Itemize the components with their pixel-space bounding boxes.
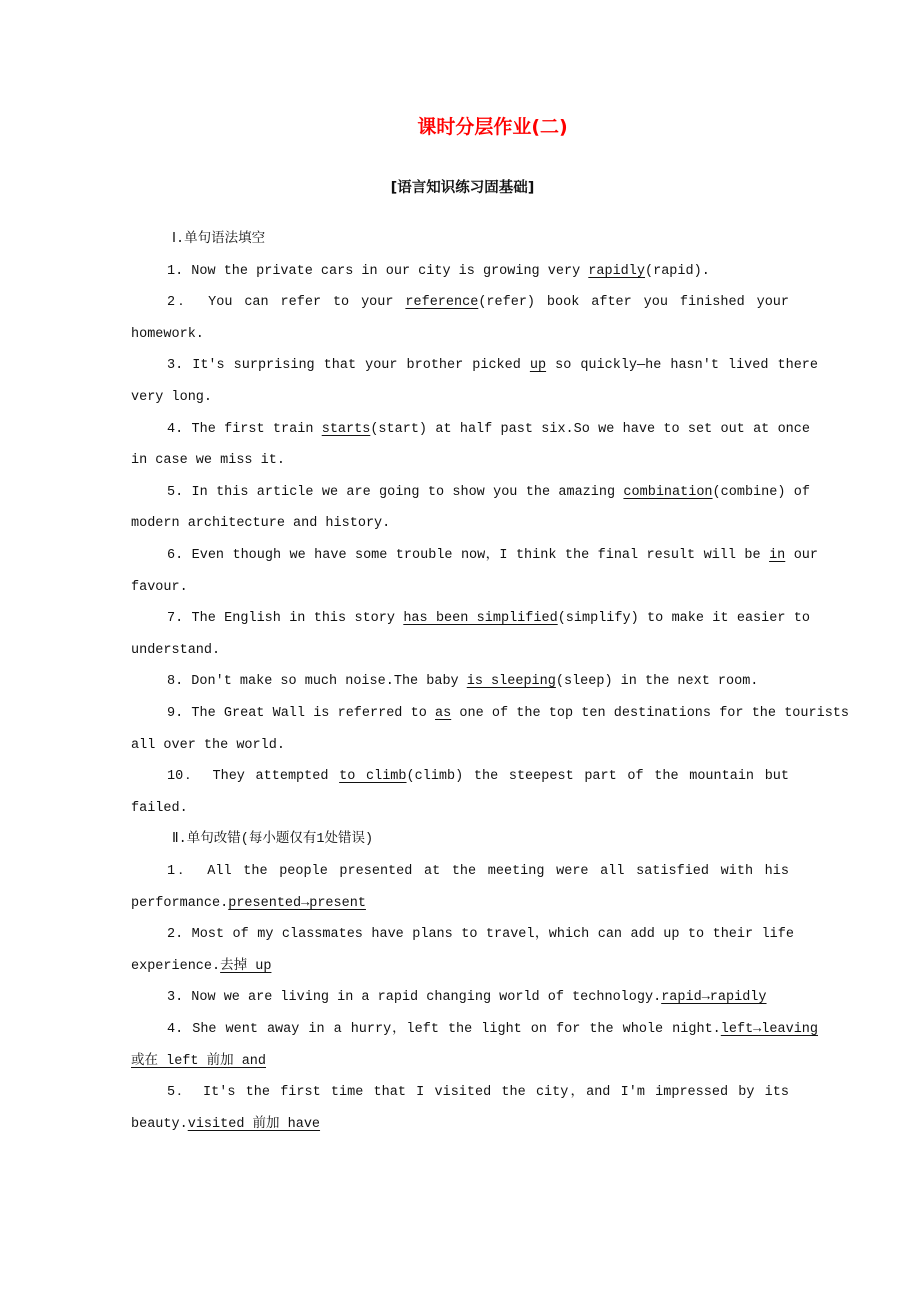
text-line (167, 293, 789, 313)
text-line (167, 420, 810, 440)
text-line (167, 1020, 818, 1040)
text-segment: one of the top ten destinations for the tourists (451, 706, 850, 721)
answer-text: rapidly (588, 263, 645, 279)
text-segment: 2. Most of my classmates have plans to travel，which can add up to their life (167, 927, 794, 943)
text-line (167, 356, 818, 376)
text-line (131, 1115, 320, 1135)
text-segment: failed. (131, 800, 188, 816)
text-line (131, 641, 220, 661)
text-segment: so quickly—he hasn't lived there (546, 358, 818, 374)
text-line (131, 736, 285, 756)
text-segment: 4. She went away in a hurry，left the light on for the whole night. (167, 1022, 721, 1037)
text-segment: 5． It's the first time that I visited the city，and I'm impressed by its (167, 1085, 789, 1101)
text-segment: 7. The English in this story (167, 611, 404, 627)
text-segment: beauty. (131, 1116, 188, 1132)
text-segment: performance. (131, 895, 229, 911)
text-segment: 3. It's surprising that your brother picked (167, 358, 530, 374)
text-segment: 5. In this article we are going to show you the amazing (167, 484, 624, 500)
answer-text: presented→present (228, 895, 366, 911)
text-line (131, 894, 366, 914)
answer-text: as (435, 706, 452, 721)
text-line (167, 704, 849, 724)
text-segment: (sleep) in the next room. (555, 674, 759, 690)
text-segment: (start) at half past six.So we have to set out at once (370, 421, 810, 437)
text-line (131, 451, 285, 471)
answer-text: in (769, 548, 786, 563)
answer-text: has been simplified (403, 611, 558, 627)
text-segment: all over the world. (131, 737, 285, 753)
text-line (167, 862, 789, 882)
text-segment: Ⅱ.单句改错(每小题仅有1处错误) (172, 832, 374, 848)
text-segment: 3. Now we are living in a rapid changing world of technology. (167, 990, 662, 1006)
answer-text: 或在 left 前加 and (131, 1053, 267, 1069)
text-segment: 4. The first train (167, 421, 322, 437)
text-line (167, 1083, 789, 1103)
text-segment: very long. (131, 390, 213, 405)
answer-text: starts (321, 421, 371, 437)
text-segment: 2． You can refer to your (167, 295, 406, 311)
text-line (172, 230, 265, 250)
text-line (131, 799, 188, 819)
text-line (167, 672, 758, 692)
text-segment: (refer) book after you finished your (478, 295, 789, 311)
text-segment: homework. (131, 326, 204, 342)
text-segment: favour. (131, 579, 188, 595)
text-segment: our (785, 548, 818, 563)
text-line (172, 830, 373, 850)
answer-text: 去掉 up (220, 958, 272, 974)
text-segment: (rapid). (645, 263, 710, 279)
answer-text: up (529, 358, 547, 374)
text-line (167, 546, 818, 566)
text-line (167, 767, 789, 787)
text-line (167, 609, 810, 629)
text-line (167, 262, 710, 282)
text-segment: 1. Now the private cars in our city is growing very (167, 263, 589, 279)
text-segment: 8. Don't make so much noise.The baby (167, 674, 467, 690)
answer-text: is sleeping (466, 674, 556, 690)
text-segment: 6. Even though we have some trouble now，I think the final result will be (167, 548, 770, 563)
text-segment: in case we miss it. (131, 453, 285, 469)
answer-text: combination (623, 484, 713, 500)
text-segment: understand. (131, 642, 221, 658)
text-line (131, 1052, 266, 1072)
text-segment: 9. The Great Wall is referred to (167, 706, 435, 721)
text-line (131, 325, 204, 345)
text-segment: 1． All the people presented at the meeting were all satisfied with his (167, 864, 789, 879)
text-line (167, 988, 767, 1008)
text-segment: Ⅰ.单句语法填空 (172, 232, 266, 247)
text-segment: 10． They attempted (167, 769, 340, 785)
page-title: 课时分层作业(二) (417, 116, 568, 138)
text-segment: experience. (131, 958, 221, 974)
answer-text: to climb (339, 769, 407, 785)
answer-text: rapid→rapidly (661, 990, 767, 1006)
text-line (167, 925, 794, 945)
answer-text: visited 前加 have (187, 1116, 321, 1132)
text-segment: (simplify) to make it easier to (557, 611, 810, 627)
text-line (131, 578, 188, 598)
text-segment: (combine) of (712, 484, 810, 500)
text-segment: modern architecture and history. (131, 516, 391, 532)
answer-text: reference (405, 295, 479, 311)
text-segment: (climb) the steepest part of the mountain but (406, 769, 790, 785)
section-subtitle: [语言知识练习固基础] (390, 180, 535, 196)
text-line (131, 514, 390, 534)
text-line (131, 957, 271, 977)
answer-text: left→leaving (720, 1022, 818, 1037)
text-line (167, 483, 810, 503)
text-line (131, 388, 212, 408)
